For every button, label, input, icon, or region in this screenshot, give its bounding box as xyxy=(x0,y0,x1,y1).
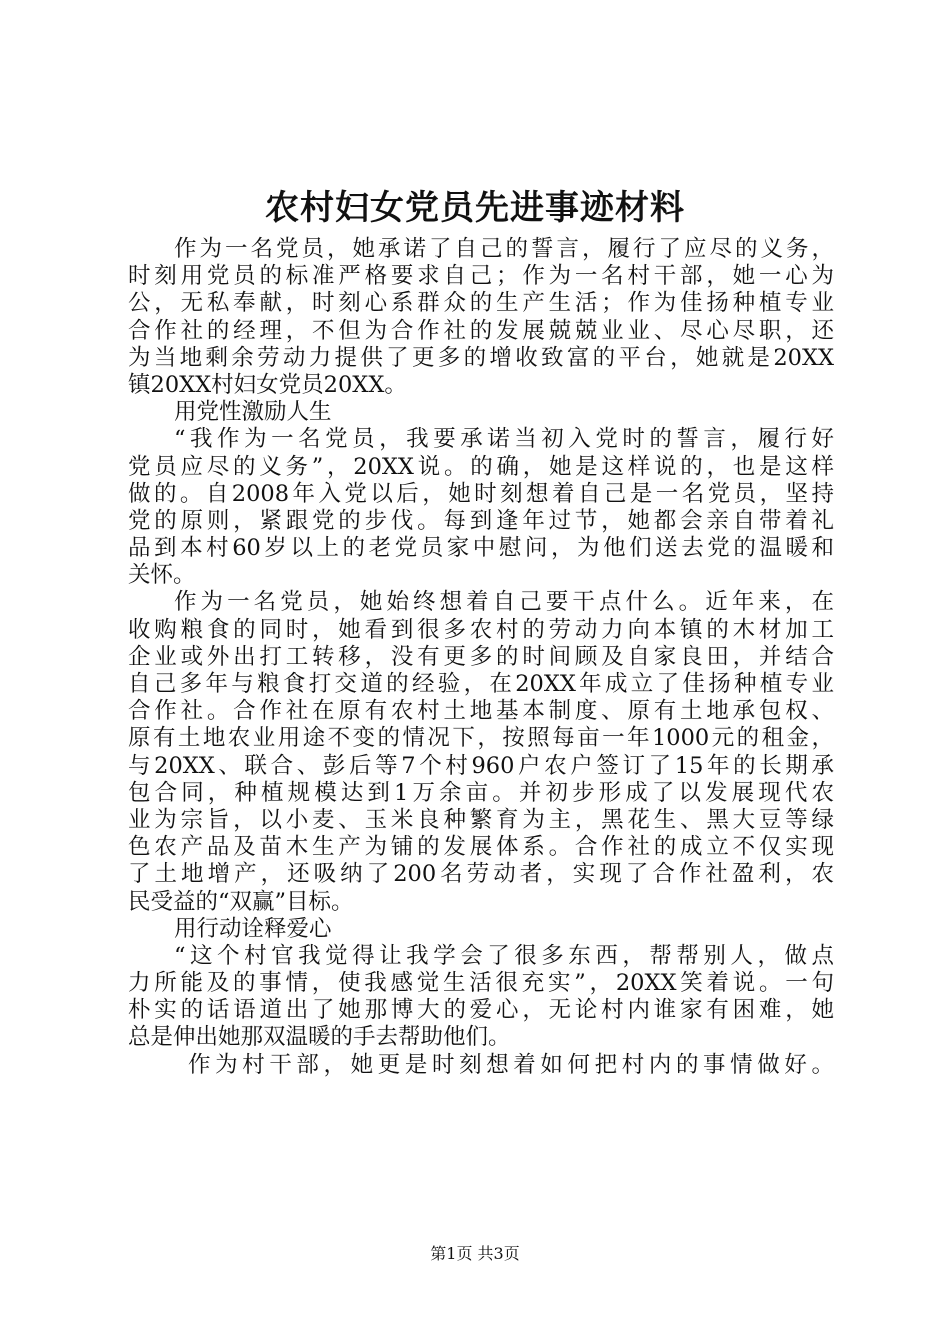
body-line: 镇20XX村妇女党员20XX。 xyxy=(128,371,407,398)
body-line: 为当地剩余劳动力提供了更多的增收致富的平台，她就是20XX xyxy=(128,344,834,371)
body-line: 合作社的经理，不但为合作社的发展兢兢业业、尽心尽职，还 xyxy=(128,317,834,344)
body-line: 原有土地农业用途不变的情况下，按照每亩一年1000元的租金， xyxy=(128,725,834,752)
body-line: 自己多年与粮食打交道的经验，在20XX年成立了佳扬种植专业 xyxy=(128,671,834,697)
body-line: “这个村官我觉得让我学会了很多东西，帮帮别人，做点 xyxy=(174,942,834,969)
body-line: 包合同，种植规模达到1万余亩。并初步形成了以发展现代农 xyxy=(128,779,834,806)
body-line: 力所能及的事情，使我感觉生活很充实”，20XX笑着说。一句 xyxy=(128,970,834,997)
page-footer: 第1页 共3页 xyxy=(430,1244,520,1263)
document-title: 农村妇女党员先进事迹材料 xyxy=(265,188,685,228)
body-line: 作为村干部，她更是时刻想着如何把村内的事情做好。 xyxy=(188,1051,834,1078)
body-line: 关怀。 xyxy=(128,562,196,589)
body-line: 总是伸出她那双温暖的手去帮助他们。 xyxy=(128,1024,511,1051)
body-line: 党的原则，紧跟党的步伐。每到逢年过节，她都会亲自带着礼 xyxy=(128,507,834,534)
body-line: 民受益的“双赢”目标。 xyxy=(128,888,354,915)
document-body xyxy=(128,236,834,1079)
section-heading: 用行动诠释爱心 xyxy=(174,915,332,942)
body-line: 合作社。合作社在原有农村土地基本制度、原有土地承包权、 xyxy=(128,698,834,725)
body-line: 作为一名党员，她承诺了自己的誓言，履行了应尽的义务， xyxy=(174,236,834,262)
body-line: 党员应尽的义务”，20XX说。的确，她是这样说的，也是这样 xyxy=(128,453,834,480)
body-line: 公，无私奉献，时刻心系群众的生产生活；作为佳扬种植专业 xyxy=(128,290,834,317)
body-line: 收购粮食的同时，她看到很多农村的劳动力向本镇的木材加工 xyxy=(128,616,834,643)
body-line: 色农产品及苗木生产为铺的发展体系。合作社的成立不仅实现 xyxy=(128,834,834,861)
body-line: 了土地增产，还吸纳了200名劳动者，实现了合作社盈利，农 xyxy=(128,861,834,888)
section-heading: 用党性激励人生 xyxy=(174,399,332,426)
body-line: 业为宗旨，以小麦、玉米良种繁育为主，黑花生、黑大豆等绿 xyxy=(128,806,834,833)
body-line: “我作为一名党员，我要承诺当初入党时的誓言，履行好 xyxy=(174,426,834,453)
body-line: 时刻用党员的标准严格要求自己；作为一名村干部，她一心为 xyxy=(128,263,834,290)
body-line: 品到本村60岁以上的老党员家中慰问，为他们送去党的温暖和 xyxy=(128,535,834,562)
body-line: 做的。自2008年入党以后，她时刻想着自己是一名党员，坚持 xyxy=(128,480,834,507)
body-line: 朴实的话语道出了她那博大的爱心，无论村内谁家有困难，她 xyxy=(128,997,834,1024)
body-line: 作为一名党员，她始终想着自己要干点什么。近年来，在 xyxy=(174,589,834,616)
body-line: 与20XX、联合、彭后等7个村960户农户签订了15年的长期承 xyxy=(128,752,834,779)
body-line: 企业或外出打工转移，没有更多的时间顾及自家良田，并结合 xyxy=(128,643,834,670)
